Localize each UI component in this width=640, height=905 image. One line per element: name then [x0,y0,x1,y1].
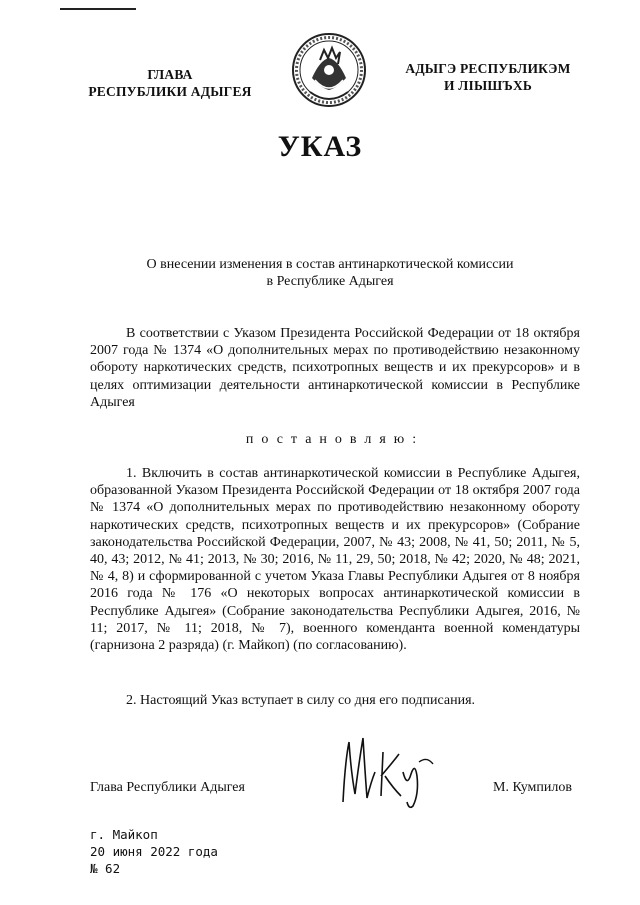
footer-date: 20 июня 2022 года [90,844,218,859]
document-footer [90,826,218,877]
document-subject [100,256,560,290]
header-left [60,66,280,100]
header-left-line2: РЕСПУБЛИКИ АДЫГЕЯ [88,84,252,99]
top-rule [60,8,136,10]
header-left-line1: ГЛАВА [147,67,193,82]
signatory-name: М. Кумпилов [493,780,572,795]
item-1-paragraph: 1. Включить в состав антинаркотической комиссии в Республике Адыгея, образованной Указом Президента Российской Федерации от 18 октября 2007 года № 1374 «О дополнительных мерах по противодействию незаконному обороту наркотических средств, психотропных веществ и их прекурсоров» (Собрание законодательства Российской Федерации, 2007, № 43; 2008, № 41, 50; 2011, № 5, 40, 43; 2012, № 41; 2013, № 30; 2016, № 11, 29, 50; 2018, № 42; 2020, № 48; 2021, № 4, 8) и сформированной с учетом Указа Главы Республики Адыгея от 8 ноября 2016 года № 176 «О некоторых вопросах антинаркотической комиссии в Республике Адыгея» (Собрание законодательства Республики Адыгея, 2016, № 11; 2017, № 11; 2018, № 7), военного коменданта военной комендатуры (гарнизона 2 разряда) (г. Майкоп) (по согласованию). [90,466,580,654]
footer-city: г. Майкоп [90,827,158,842]
handwritten-signature [335,732,440,812]
document-title: УКАЗ [277,130,363,163]
decree-word: постановляю: [245,432,425,447]
header-right-line2: И ЛІЫШЪХЬ [443,78,533,93]
footer-number: № 62 [90,861,121,876]
header-right [378,60,598,94]
subject-line-2: в Республике Адыгея [266,274,394,289]
subject-line-1: О внесении изменения в состав антинаркотической комиссии [146,257,514,272]
header-right-line1: АДЫГЭ РЕСПУБЛИКЭМ [405,61,571,76]
signatory-position: Глава Республики Адыгея [90,780,245,795]
coat-of-arms-emblem [290,30,368,110]
preamble-paragraph: В соответствии с Указом Президента Российской Федерации от 18 октября 2007 года № 1374 «О дополнительных мерах по противодействию незаконному обороту наркотических средств, психотропных веществ и их прекурсоров» и в целях оптимизации деятельности антинаркотической комиссии в Республике Адыгея [90,326,580,410]
item-2-paragraph: 2. Настоящий Указ вступает в силу со дня его подписания. [126,693,476,708]
